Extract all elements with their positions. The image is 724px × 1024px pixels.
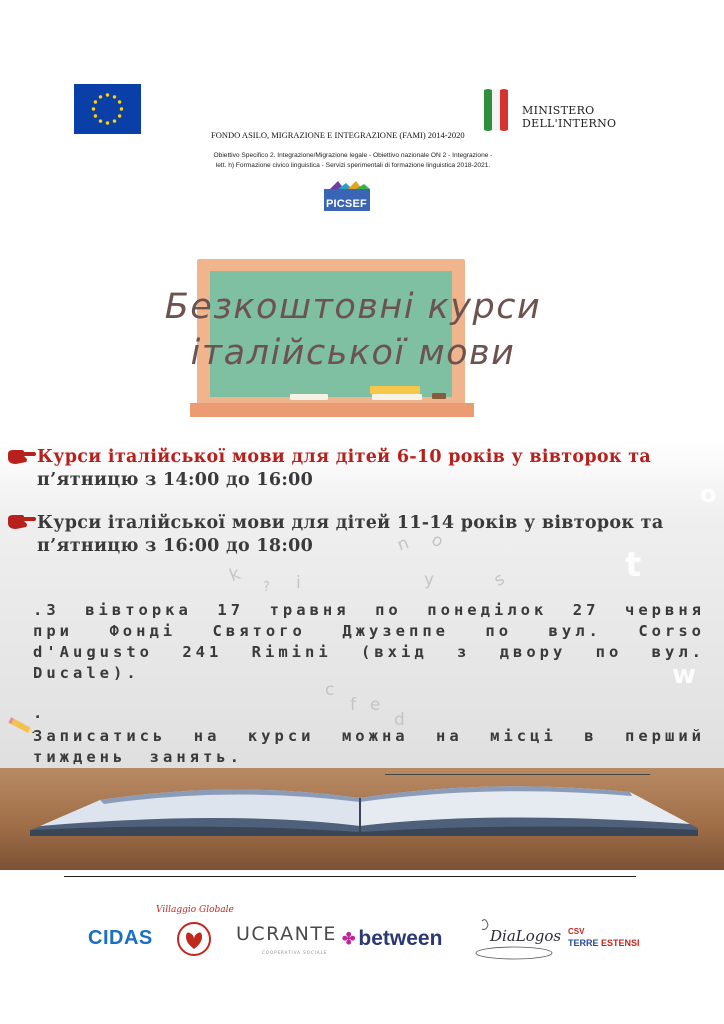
course-title bbox=[118, 284, 588, 376]
decorative-letter: t bbox=[625, 545, 642, 585]
ministry-line-2: DELL'INTERNO bbox=[522, 117, 617, 130]
chalk-piece bbox=[432, 393, 446, 399]
picsef-logo bbox=[324, 181, 370, 211]
between-logo bbox=[342, 927, 442, 951]
decorative-letter: u bbox=[394, 533, 412, 557]
course-item-line-2: п’ятницю з 14:00 до 16:00 bbox=[37, 470, 314, 490]
separator-dot: . bbox=[33, 704, 47, 722]
csv-terre-label: TERRE bbox=[568, 938, 599, 948]
ministry-line-1: MINISTERO bbox=[522, 104, 595, 117]
picsef-text: PICSEF bbox=[326, 198, 367, 210]
course-item bbox=[37, 512, 717, 558]
ucrante-logo bbox=[236, 923, 337, 945]
decorative-letter: o bbox=[427, 529, 447, 553]
dialogos-logo bbox=[472, 915, 562, 963]
registration-info: Записатись на курси можна на місці в перший тиждень занять. bbox=[33, 727, 705, 766]
ucrante-logo-text: UCRANTE bbox=[236, 923, 337, 945]
chalk-piece bbox=[372, 394, 422, 400]
villaggio-globale-logo bbox=[154, 905, 236, 963]
decorative-letter: d bbox=[394, 710, 405, 730]
objective-line-2: lett. h) Formazione civico linguistica - Servizi sperimentali di formazione linguistica 2018-2021. bbox=[215, 162, 491, 169]
between-logo-text: between bbox=[358, 927, 443, 950]
dialogos-logo-text: DiaLogos bbox=[490, 927, 562, 945]
decorative-letter: o bbox=[700, 480, 717, 508]
divider-line bbox=[385, 774, 650, 775]
chalk-piece bbox=[290, 394, 328, 400]
decorative-letter: e bbox=[370, 695, 381, 715]
between-dots-icon: ✤ bbox=[342, 931, 356, 948]
decorative-letter: k bbox=[226, 563, 243, 587]
decorative-letter: f bbox=[350, 695, 356, 715]
objective-line-1: Obiettivo Specifico 2. Integrazione/Migrazione legale - Obiettivo nazionale ON 2 - Integrazione - bbox=[213, 152, 493, 159]
csv-terre-estensi-logo bbox=[568, 927, 640, 948]
decorative-letter: c bbox=[325, 680, 335, 700]
cidas-logo-text: CIDAS bbox=[88, 927, 153, 949]
ministry-label bbox=[522, 104, 616, 130]
cidas-logo bbox=[88, 927, 153, 950]
decorative-letter: ? bbox=[263, 580, 270, 595]
chalkboard-shelf bbox=[190, 403, 474, 417]
pointing-hand-icon bbox=[6, 513, 36, 531]
course-title-line-2: італійської мови bbox=[190, 333, 516, 373]
decorative-letter: s bbox=[490, 569, 509, 591]
chalk-piece bbox=[370, 386, 420, 394]
footer-divider bbox=[64, 876, 636, 877]
course-item bbox=[37, 446, 717, 492]
open-book-illustration bbox=[30, 770, 706, 840]
italian-flag-emblem-icon bbox=[478, 88, 514, 132]
pointing-hand-icon bbox=[6, 448, 36, 466]
course-title-line-1: Безкоштовні курси bbox=[164, 287, 542, 327]
course-item-line-2: п’ятницю з 16:00 до 18:00 bbox=[37, 536, 314, 556]
csv-label: CSV bbox=[568, 927, 585, 936]
decorative-letter: w bbox=[672, 660, 697, 690]
ucrante-subtitle: COOPERATIVA SOCIALE bbox=[262, 950, 328, 955]
course-item-line-1: Курси італійської мови для дітей 11-14 років у вівторок та bbox=[37, 513, 664, 533]
fund-title: FONDO ASILO, MIGRAZIONE E INTEGRAZIONE (FAMI) 2014-2020 bbox=[211, 130, 465, 140]
eu-flag-logo bbox=[74, 84, 141, 134]
csv-estensi-label: ESTENSI bbox=[601, 938, 640, 948]
decorative-letter: i bbox=[296, 573, 301, 593]
decorative-letter: y bbox=[424, 570, 435, 590]
partner-logos bbox=[80, 905, 656, 971]
course-item-line-1: Курси італійської мови для дітей 6-10 років у вівторок та bbox=[37, 447, 651, 467]
location-info: .З вівторка 17 травня по понеділок 27 червня при Фонді Святого Джузеппе по вул. Corso d'Augusto 241 Rimini (вхід з двору по вул. Ducale). bbox=[33, 601, 705, 682]
villaggio-globale-text: Villaggio Globale bbox=[156, 905, 234, 915]
objective-text bbox=[188, 151, 518, 171]
